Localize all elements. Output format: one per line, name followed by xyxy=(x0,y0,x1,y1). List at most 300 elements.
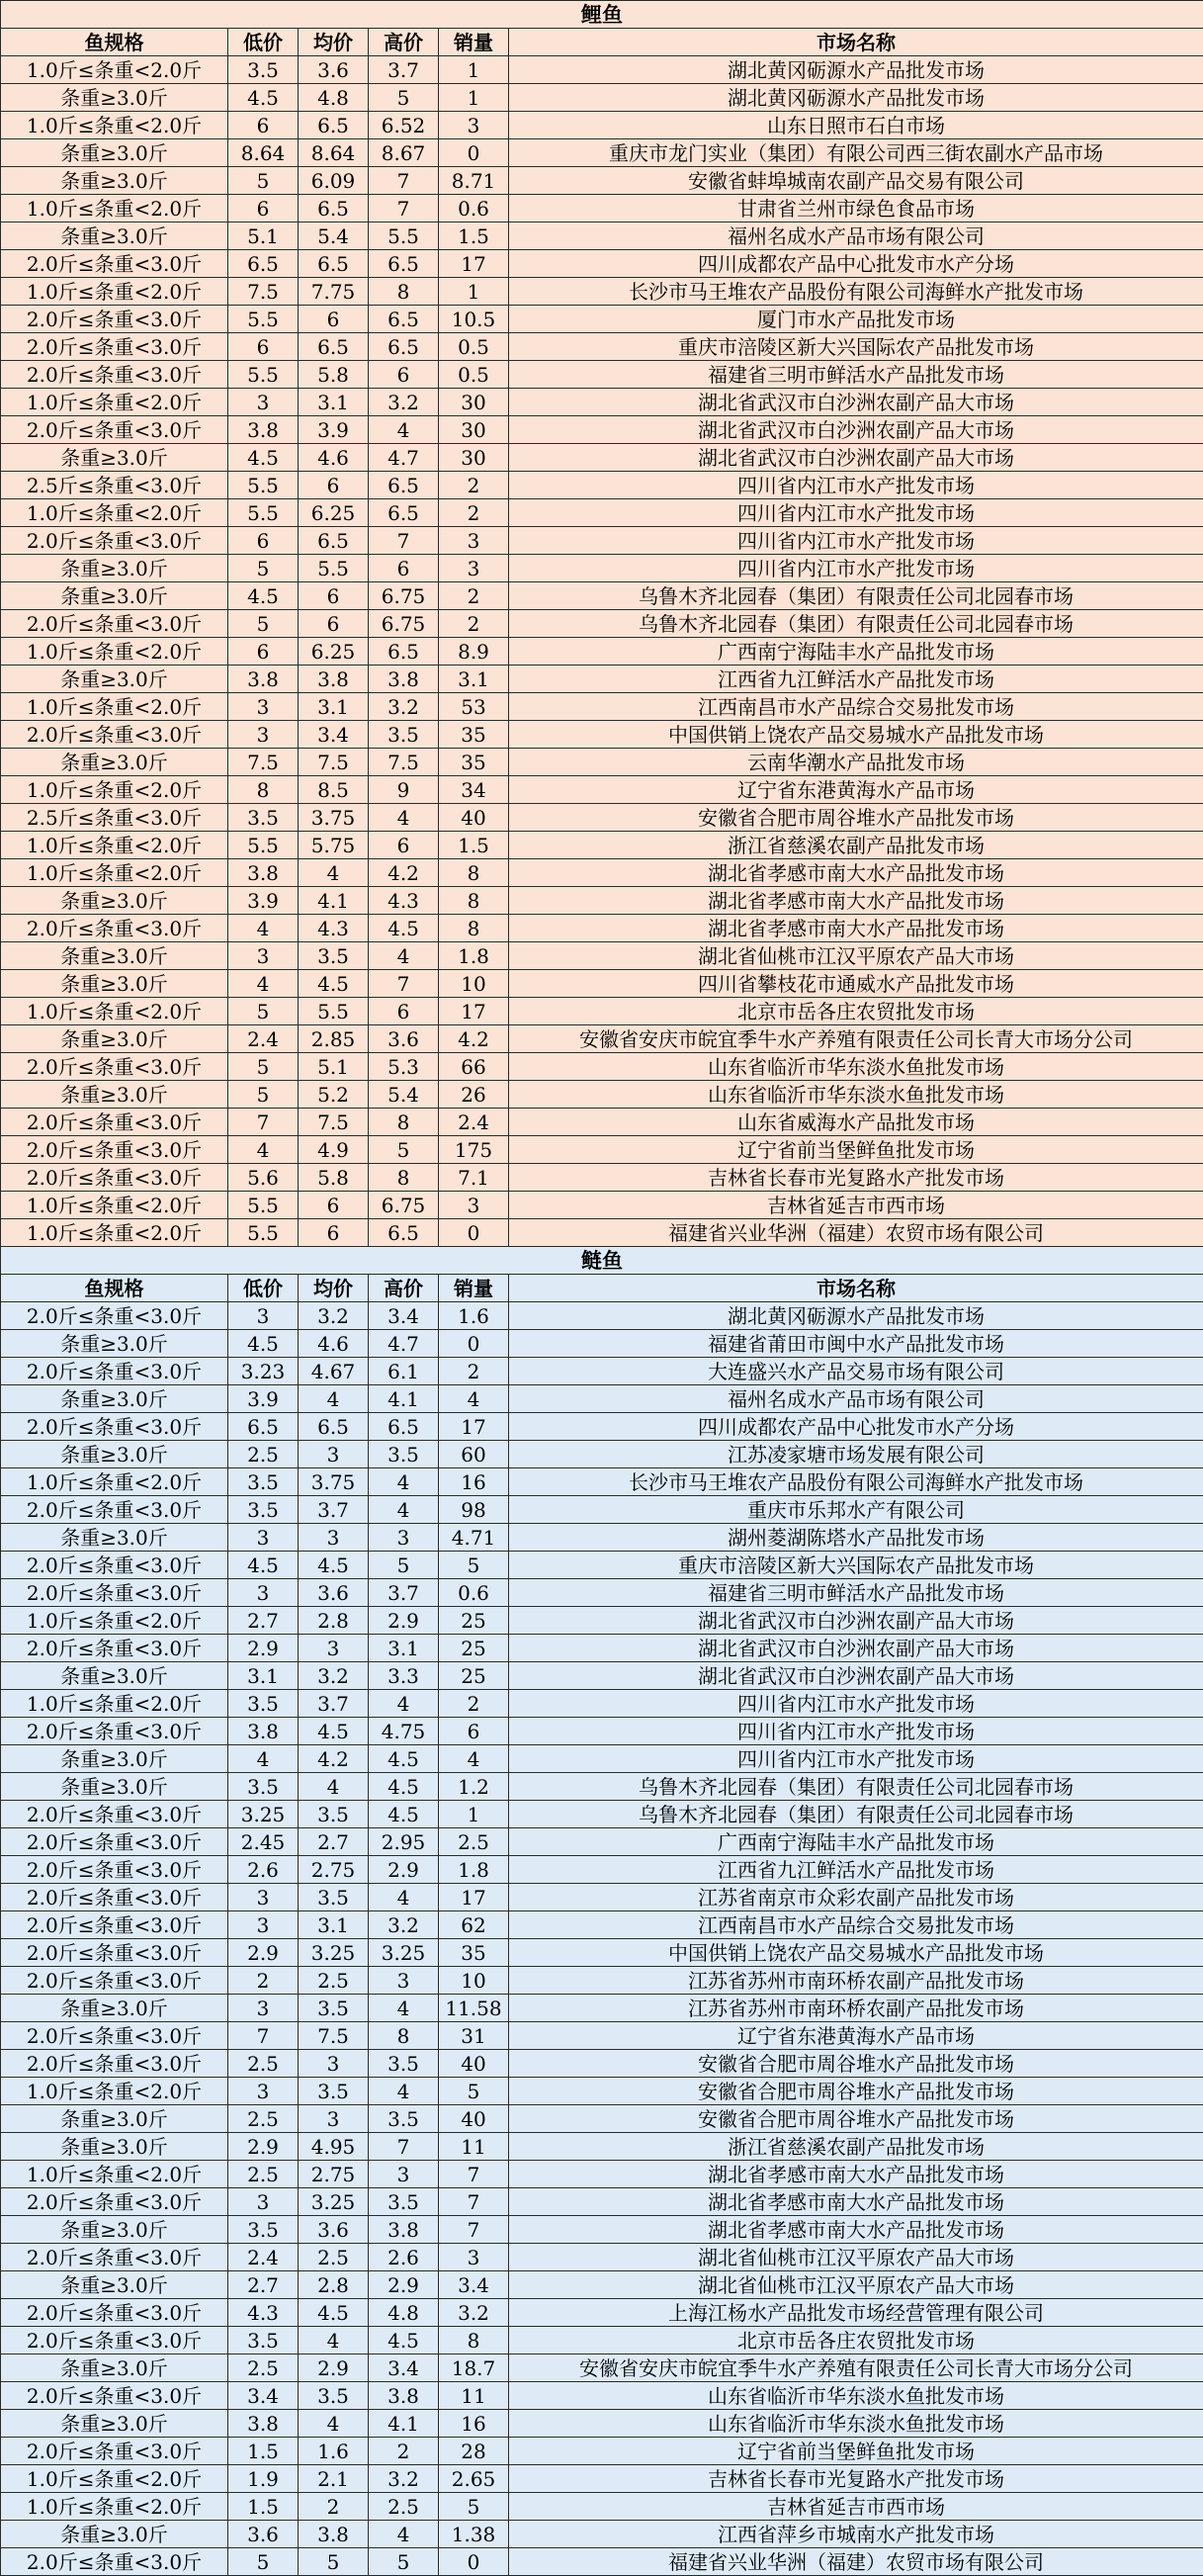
volume-cell: 3 xyxy=(439,527,509,555)
table-row xyxy=(1,222,1203,250)
high-price-cell: 7 xyxy=(369,2133,439,2161)
spec-cell: 条重≥3.0斤 xyxy=(1,1773,228,1801)
table-row xyxy=(1,112,1203,139)
market-name-cell: 四川成都农产品中心批发市水产分场 xyxy=(509,1413,1203,1441)
spec-cell: 1.0斤≤条重<2.0斤 xyxy=(1,195,228,222)
low-price-cell: 2.9 xyxy=(228,1635,299,1662)
spec-cell: 2.0斤≤条重<3.0斤 xyxy=(1,306,228,333)
high-price-cell: 4 xyxy=(369,2078,439,2105)
spec-cell: 条重≥3.0斤 xyxy=(1,2216,228,2244)
high-price-cell: 4.5 xyxy=(369,915,439,942)
high-price-cell: 5 xyxy=(369,1552,439,1579)
avg-price-cell: 8.5 xyxy=(299,776,369,804)
market-name-cell: 吉林省长春市光复路水产批发市场 xyxy=(509,2465,1203,2493)
table-row xyxy=(1,2465,1203,2493)
market-name-cell: 四川省内江市水产批发市场 xyxy=(509,1690,1203,1718)
spec-cell: 2.0斤≤条重<3.0斤 xyxy=(1,1579,228,1607)
high-price-cell: 3.5 xyxy=(369,2050,439,2078)
table-row xyxy=(1,1801,1203,1828)
table-row xyxy=(1,84,1203,112)
low-price-cell: 3 xyxy=(228,389,299,416)
low-price-cell: 5.5 xyxy=(228,361,299,389)
market-name-cell: 安徽省合肥市周谷堆水产品批发市场 xyxy=(509,804,1203,832)
spec-cell: 2.0斤≤条重<3.0斤 xyxy=(1,610,228,638)
high-price-cell: 4 xyxy=(369,1468,439,1496)
market-name-cell: 山东日照市石白市场 xyxy=(509,112,1203,139)
volume-cell: 16 xyxy=(439,1468,509,1496)
market-name-cell: 湖北省仙桃市江汉平原农产品大市场 xyxy=(509,942,1203,970)
table-row xyxy=(1,2410,1203,2438)
volume-cell: 3 xyxy=(439,2244,509,2271)
spec-cell: 2.0斤≤条重<3.0斤 xyxy=(1,2327,228,2354)
market-name-cell: 湖北省武汉市白沙洲农副产品大市场 xyxy=(509,1662,1203,1690)
high-price-cell: 3.8 xyxy=(369,666,439,693)
low-price-cell: 3 xyxy=(228,1911,299,1939)
high-price-cell: 4.7 xyxy=(369,444,439,472)
low-price-cell: 3.9 xyxy=(228,1385,299,1413)
market-name-cell: 湖北省武汉市白沙洲农副产品大市场 xyxy=(509,416,1203,444)
market-name-cell: 浙江省慈溪农副产品批发市场 xyxy=(509,2133,1203,2161)
avg-price-cell: 2.8 xyxy=(299,2271,369,2299)
avg-price-cell: 4.6 xyxy=(299,444,369,472)
spec-cell: 条重≥3.0斤 xyxy=(1,1995,228,2022)
low-price-cell: 5.5 xyxy=(228,1192,299,1219)
high-price-cell: 4.2 xyxy=(369,859,439,887)
high-price-cell: 6.5 xyxy=(369,250,439,278)
avg-price-cell: 6 xyxy=(299,1192,369,1219)
volume-cell: 17 xyxy=(439,998,509,1025)
market-name-cell: 福州名成水产品市场有限公司 xyxy=(509,222,1203,250)
spec-cell: 2.5斤≤条重<3.0斤 xyxy=(1,804,228,832)
volume-cell: 26 xyxy=(439,1081,509,1109)
table-row xyxy=(1,887,1203,915)
market-name-cell: 江西南昌市水产品综合交易批发市场 xyxy=(509,1911,1203,1939)
market-name-cell: 四川成都农产品中心批发市水产分场 xyxy=(509,250,1203,278)
table-row xyxy=(1,1939,1203,1967)
avg-price-cell: 6.5 xyxy=(299,1413,369,1441)
low-price-cell: 5 xyxy=(228,555,299,582)
avg-price-cell: 4.5 xyxy=(299,2299,369,2327)
table-row xyxy=(1,1496,1203,1524)
volume-cell: 11.58 xyxy=(439,1995,509,2022)
market-name-cell: 乌鲁木齐北园春（集团）有限责任公司北园春市场 xyxy=(509,610,1203,638)
market-name-cell: 山东省临沂市华东淡水鱼批发市场 xyxy=(509,2410,1203,2438)
table-row xyxy=(1,1468,1203,1496)
avg-price-cell: 6.25 xyxy=(299,638,369,666)
table-row xyxy=(1,1302,1203,1330)
market-name-cell: 福州名成水产品市场有限公司 xyxy=(509,1385,1203,1413)
volume-cell: 98 xyxy=(439,1496,509,1524)
avg-price-cell: 3.7 xyxy=(299,1496,369,1524)
market-name-cell: 江苏省苏州市南环桥农副产品批发市场 xyxy=(509,1967,1203,1995)
column-header: 销量 xyxy=(439,1275,509,1302)
low-price-cell: 3 xyxy=(228,1884,299,1911)
avg-price-cell: 7.5 xyxy=(299,2022,369,2050)
low-price-cell: 4 xyxy=(228,1136,299,1164)
high-price-cell: 8 xyxy=(369,2022,439,2050)
market-name-cell: 四川省内江市水产批发市场 xyxy=(509,1718,1203,1745)
volume-cell: 10 xyxy=(439,970,509,998)
market-name-cell: 湖北省孝感市南大水产品批发市场 xyxy=(509,915,1203,942)
table-row xyxy=(1,610,1203,638)
spec-cell: 2.0斤≤条重<3.0斤 xyxy=(1,1109,228,1136)
volume-cell: 2 xyxy=(439,472,509,499)
volume-cell: 2.65 xyxy=(439,2465,509,2493)
volume-cell: 0 xyxy=(439,139,509,167)
spec-cell: 条重≥3.0斤 xyxy=(1,666,228,693)
table-row xyxy=(1,1441,1203,1468)
volume-cell: 25 xyxy=(439,1607,509,1635)
high-price-cell: 4 xyxy=(369,1496,439,1524)
table-row xyxy=(1,1690,1203,1718)
market-name-cell: 乌鲁木齐北园春（集团）有限责任公司北园春市场 xyxy=(509,1801,1203,1828)
high-price-cell: 4.1 xyxy=(369,1385,439,1413)
avg-price-cell: 3.75 xyxy=(299,804,369,832)
table-row xyxy=(1,1718,1203,1745)
table-row xyxy=(1,1413,1203,1441)
low-price-cell: 2.7 xyxy=(228,2271,299,2299)
high-price-cell: 6.5 xyxy=(369,499,439,527)
table-row xyxy=(1,970,1203,998)
volume-cell: 40 xyxy=(439,804,509,832)
spec-cell: 1.0斤≤条重<2.0斤 xyxy=(1,499,228,527)
market-name-cell: 湖州菱湖陈塔水产品批发市场 xyxy=(509,1524,1203,1552)
market-name-cell: 山东省临沂市华东淡水鱼批发市场 xyxy=(509,1053,1203,1081)
high-price-cell: 5 xyxy=(369,84,439,112)
volume-cell: 35 xyxy=(439,1939,509,1967)
volume-cell: 17 xyxy=(439,250,509,278)
table-row xyxy=(1,2216,1203,2244)
low-price-cell: 3.8 xyxy=(228,416,299,444)
low-price-cell: 3.8 xyxy=(228,666,299,693)
low-price-cell: 4 xyxy=(228,915,299,942)
avg-price-cell: 3.5 xyxy=(299,942,369,970)
low-price-cell: 3.5 xyxy=(228,2327,299,2354)
avg-price-cell: 7.75 xyxy=(299,278,369,306)
low-price-cell: 4.5 xyxy=(228,1330,299,1358)
low-price-cell: 7.5 xyxy=(228,278,299,306)
table-row xyxy=(1,1995,1203,2022)
volume-cell: 30 xyxy=(439,444,509,472)
table-row xyxy=(1,1192,1203,1219)
spec-cell: 2.0斤≤条重<3.0斤 xyxy=(1,1053,228,1081)
avg-price-cell: 2.5 xyxy=(299,1967,369,1995)
spec-cell: 2.0斤≤条重<3.0斤 xyxy=(1,2244,228,2271)
table-row xyxy=(1,306,1203,333)
column-header: 高价 xyxy=(369,1275,439,1302)
high-price-cell: 3.3 xyxy=(369,1662,439,1690)
table-row xyxy=(1,2161,1203,2188)
volume-cell: 8 xyxy=(439,915,509,942)
table-row xyxy=(1,1136,1203,1164)
low-price-cell: 2 xyxy=(228,1967,299,1995)
volume-cell: 5 xyxy=(439,2493,509,2521)
high-price-cell: 4.1 xyxy=(369,2410,439,2438)
high-price-cell: 3.8 xyxy=(369,2216,439,2244)
volume-cell: 53 xyxy=(439,693,509,721)
high-price-cell: 6.5 xyxy=(369,306,439,333)
volume-cell: 4.2 xyxy=(439,1025,509,1053)
low-price-cell: 3.5 xyxy=(228,1496,299,1524)
low-price-cell: 3 xyxy=(228,1579,299,1607)
table-row xyxy=(1,1828,1203,1856)
high-price-cell: 2.9 xyxy=(369,2271,439,2299)
high-price-cell: 6.75 xyxy=(369,610,439,638)
market-name-cell: 吉林省延吉市西市场 xyxy=(509,2493,1203,2521)
table-row xyxy=(1,1856,1203,1884)
low-price-cell: 4.5 xyxy=(228,84,299,112)
volume-cell: 0.6 xyxy=(439,195,509,222)
avg-price-cell: 2.8 xyxy=(299,1607,369,1635)
avg-price-cell: 5.1 xyxy=(299,1053,369,1081)
volume-cell: 1 xyxy=(439,84,509,112)
volume-cell: 7 xyxy=(439,2188,509,2216)
spec-cell: 条重≥3.0斤 xyxy=(1,444,228,472)
avg-price-cell: 3 xyxy=(299,2105,369,2133)
low-price-cell: 3.1 xyxy=(228,1662,299,1690)
section-title: 鲢鱼 xyxy=(1,1247,1203,1275)
low-price-cell: 3 xyxy=(228,1995,299,2022)
high-price-cell: 4 xyxy=(369,1690,439,1718)
volume-cell: 11 xyxy=(439,2133,509,2161)
low-price-cell: 3.9 xyxy=(228,887,299,915)
column-header: 鱼规格 xyxy=(1,29,228,56)
volume-cell: 175 xyxy=(439,1136,509,1164)
spec-cell: 2.0斤≤条重<3.0斤 xyxy=(1,2548,228,2576)
volume-cell: 2 xyxy=(439,499,509,527)
high-price-cell: 6.5 xyxy=(369,1413,439,1441)
market-name-cell: 山东省临沂市华东淡水鱼批发市场 xyxy=(509,1081,1203,1109)
market-name-cell: 湖北省武汉市白沙洲农副产品大市场 xyxy=(509,389,1203,416)
volume-cell: 2.5 xyxy=(439,1828,509,1856)
low-price-cell: 3 xyxy=(228,1302,299,1330)
volume-cell: 3.4 xyxy=(439,2271,509,2299)
spec-cell: 1.0斤≤条重<2.0斤 xyxy=(1,1468,228,1496)
high-price-cell: 3 xyxy=(369,1524,439,1552)
high-price-cell: 3.1 xyxy=(369,1635,439,1662)
market-name-cell: 中国供销上饶农产品交易城水产品批发市场 xyxy=(509,721,1203,749)
low-price-cell: 4 xyxy=(228,1745,299,1773)
low-price-cell: 5 xyxy=(228,610,299,638)
avg-price-cell: 4.5 xyxy=(299,970,369,998)
spec-cell: 1.0斤≤条重<2.0斤 xyxy=(1,998,228,1025)
market-name-cell: 江苏省苏州市南环桥农副产品批发市场 xyxy=(509,1995,1203,2022)
high-price-cell: 3.5 xyxy=(369,721,439,749)
avg-price-cell: 3.25 xyxy=(299,1939,369,1967)
avg-price-cell: 6.5 xyxy=(299,333,369,361)
table-row xyxy=(1,998,1203,1025)
spec-cell: 2.0斤≤条重<3.0斤 xyxy=(1,2188,228,2216)
volume-cell: 8 xyxy=(439,2327,509,2354)
high-price-cell: 4 xyxy=(369,416,439,444)
low-price-cell: 3.5 xyxy=(228,56,299,84)
volume-cell: 8.9 xyxy=(439,638,509,666)
spec-cell: 2.0斤≤条重<3.0斤 xyxy=(1,1635,228,1662)
spec-cell: 条重≥3.0斤 xyxy=(1,582,228,610)
low-price-cell: 3.8 xyxy=(228,1718,299,1745)
market-name-cell: 江苏省南京市众彩农副产品批发市场 xyxy=(509,1884,1203,1911)
column-header: 鱼规格 xyxy=(1,1275,228,1302)
high-price-cell: 8 xyxy=(369,1164,439,1192)
low-price-cell: 3.5 xyxy=(228,2216,299,2244)
spec-cell: 条重≥3.0斤 xyxy=(1,1662,228,1690)
spec-cell: 条重≥3.0斤 xyxy=(1,2105,228,2133)
avg-price-cell: 4.3 xyxy=(299,915,369,942)
avg-price-cell: 6.5 xyxy=(299,250,369,278)
table-row xyxy=(1,2299,1203,2327)
volume-cell: 5 xyxy=(439,2078,509,2105)
low-price-cell: 5 xyxy=(228,1081,299,1109)
volume-cell: 8.71 xyxy=(439,167,509,195)
volume-cell: 7 xyxy=(439,2161,509,2188)
volume-cell: 3.1 xyxy=(439,666,509,693)
table-row xyxy=(1,1358,1203,1385)
volume-cell: 2 xyxy=(439,582,509,610)
spec-cell: 条重≥3.0斤 xyxy=(1,2521,228,2548)
table-row xyxy=(1,1607,1203,1635)
spec-cell: 2.0斤≤条重<3.0斤 xyxy=(1,1911,228,1939)
volume-cell: 31 xyxy=(439,2022,509,2050)
low-price-cell: 1.5 xyxy=(228,2493,299,2521)
market-name-cell: 北京市岳各庄农贸批发市场 xyxy=(509,2327,1203,2354)
volume-cell: 11 xyxy=(439,2382,509,2410)
volume-cell: 1.5 xyxy=(439,832,509,859)
table-row xyxy=(1,333,1203,361)
high-price-cell: 2.5 xyxy=(369,2493,439,2521)
volume-cell: 17 xyxy=(439,1413,509,1441)
spec-cell: 2.0斤≤条重<3.0斤 xyxy=(1,527,228,555)
market-name-cell: 辽宁省东港黄海水产品市场 xyxy=(509,2022,1203,2050)
avg-price-cell: 3.9 xyxy=(299,416,369,444)
market-name-cell: 福建省兴业华洲（福建）农贸市场有限公司 xyxy=(509,2548,1203,2576)
high-price-cell: 7 xyxy=(369,167,439,195)
high-price-cell: 6.52 xyxy=(369,112,439,139)
market-name-cell: 湖北省孝感市南大水产品批发市场 xyxy=(509,2216,1203,2244)
high-price-cell: 9 xyxy=(369,776,439,804)
volume-cell: 1.8 xyxy=(439,1856,509,1884)
low-price-cell: 6 xyxy=(228,638,299,666)
low-price-cell: 7 xyxy=(228,1109,299,1136)
table-row xyxy=(1,1109,1203,1136)
low-price-cell: 7.5 xyxy=(228,749,299,776)
spec-cell: 1.0斤≤条重<2.0斤 xyxy=(1,2465,228,2493)
table-row xyxy=(1,1773,1203,1801)
table-row xyxy=(1,2438,1203,2465)
table-row xyxy=(1,1053,1203,1081)
table-row xyxy=(1,416,1203,444)
high-price-cell: 2.9 xyxy=(369,1607,439,1635)
market-name-cell: 湖北省武汉市白沙洲农副产品大市场 xyxy=(509,444,1203,472)
spec-cell: 1.0斤≤条重<2.0斤 xyxy=(1,859,228,887)
spec-cell: 2.0斤≤条重<3.0斤 xyxy=(1,1136,228,1164)
market-name-cell: 江西南昌市水产品综合交易批发市场 xyxy=(509,693,1203,721)
volume-cell: 35 xyxy=(439,749,509,776)
volume-cell: 1.8 xyxy=(439,942,509,970)
spec-cell: 2.0斤≤条重<3.0斤 xyxy=(1,1801,228,1828)
spec-cell: 2.0斤≤条重<3.0斤 xyxy=(1,250,228,278)
market-name-cell: 辽宁省前当堡鲜鱼批发市场 xyxy=(509,1136,1203,1164)
low-price-cell: 5 xyxy=(228,998,299,1025)
avg-price-cell: 2.7 xyxy=(299,1828,369,1856)
low-price-cell: 3 xyxy=(228,693,299,721)
volume-cell: 1 xyxy=(439,56,509,84)
low-price-cell: 4.5 xyxy=(228,444,299,472)
volume-cell: 2.4 xyxy=(439,1109,509,1136)
spec-cell: 1.0斤≤条重<2.0斤 xyxy=(1,2493,228,2521)
spec-cell: 2.0斤≤条重<3.0斤 xyxy=(1,1718,228,1745)
table-row xyxy=(1,361,1203,389)
column-header: 低价 xyxy=(228,1275,299,1302)
section-title-row xyxy=(1,1,1203,29)
volume-cell: 25 xyxy=(439,1635,509,1662)
market-name-cell: 上海江杨水产品批发市场经营管理有限公司 xyxy=(509,2299,1203,2327)
high-price-cell: 3.7 xyxy=(369,1579,439,1607)
table-row xyxy=(1,721,1203,749)
spec-cell: 2.0斤≤条重<3.0斤 xyxy=(1,915,228,942)
high-price-cell: 6.5 xyxy=(369,333,439,361)
avg-price-cell: 5.75 xyxy=(299,832,369,859)
avg-price-cell: 1.6 xyxy=(299,2438,369,2465)
spec-cell: 条重≥3.0斤 xyxy=(1,1330,228,1358)
table-row xyxy=(1,693,1203,721)
table-row xyxy=(1,1524,1203,1552)
market-name-cell: 江西省九江鲜活水产品批发市场 xyxy=(509,666,1203,693)
low-price-cell: 2.5 xyxy=(228,2050,299,2078)
avg-price-cell: 4.5 xyxy=(299,1718,369,1745)
table-row xyxy=(1,444,1203,472)
section-title-row xyxy=(1,1247,1203,1275)
column-header: 高价 xyxy=(369,29,439,56)
volume-cell: 8 xyxy=(439,887,509,915)
spec-cell: 2.0斤≤条重<3.0斤 xyxy=(1,1828,228,1856)
table-row xyxy=(1,1025,1203,1053)
avg-price-cell: 6.25 xyxy=(299,499,369,527)
spec-cell: 2.0斤≤条重<3.0斤 xyxy=(1,333,228,361)
low-price-cell: 2.6 xyxy=(228,1856,299,1884)
market-name-cell: 福建省兴业华洲（福建）农贸市场有限公司 xyxy=(509,1219,1203,1247)
avg-price-cell: 5.4 xyxy=(299,222,369,250)
market-name-cell: 广西南宁海陆丰水产品批发市场 xyxy=(509,1828,1203,1856)
volume-cell: 3 xyxy=(439,112,509,139)
avg-price-cell: 4.67 xyxy=(299,1358,369,1385)
table-row xyxy=(1,2548,1203,2576)
low-price-cell: 5.5 xyxy=(228,499,299,527)
high-price-cell: 5.3 xyxy=(369,1053,439,1081)
table-row xyxy=(1,56,1203,84)
table-row xyxy=(1,2521,1203,2548)
market-name-cell: 福建省三明市鲜活水产品批发市场 xyxy=(509,361,1203,389)
avg-price-cell: 3.1 xyxy=(299,1911,369,1939)
avg-price-cell: 4 xyxy=(299,2410,369,2438)
high-price-cell: 4.5 xyxy=(369,1801,439,1828)
avg-price-cell: 4 xyxy=(299,1773,369,1801)
volume-cell: 30 xyxy=(439,389,509,416)
market-name-cell: 湖北省武汉市白沙洲农副产品大市场 xyxy=(509,1607,1203,1635)
avg-price-cell: 7.5 xyxy=(299,1109,369,1136)
low-price-cell: 6 xyxy=(228,112,299,139)
avg-price-cell: 3 xyxy=(299,1524,369,1552)
spec-cell: 条重≥3.0斤 xyxy=(1,970,228,998)
spec-cell: 条重≥3.0斤 xyxy=(1,84,228,112)
table-row xyxy=(1,638,1203,666)
spec-cell: 1.0斤≤条重<2.0斤 xyxy=(1,832,228,859)
spec-cell: 2.0斤≤条重<3.0斤 xyxy=(1,2438,228,2465)
high-price-cell: 4.3 xyxy=(369,887,439,915)
spec-cell: 2.0斤≤条重<3.0斤 xyxy=(1,1939,228,1967)
avg-price-cell: 3.6 xyxy=(299,1579,369,1607)
volume-cell: 4.71 xyxy=(439,1524,509,1552)
low-price-cell: 2.5 xyxy=(228,2354,299,2382)
